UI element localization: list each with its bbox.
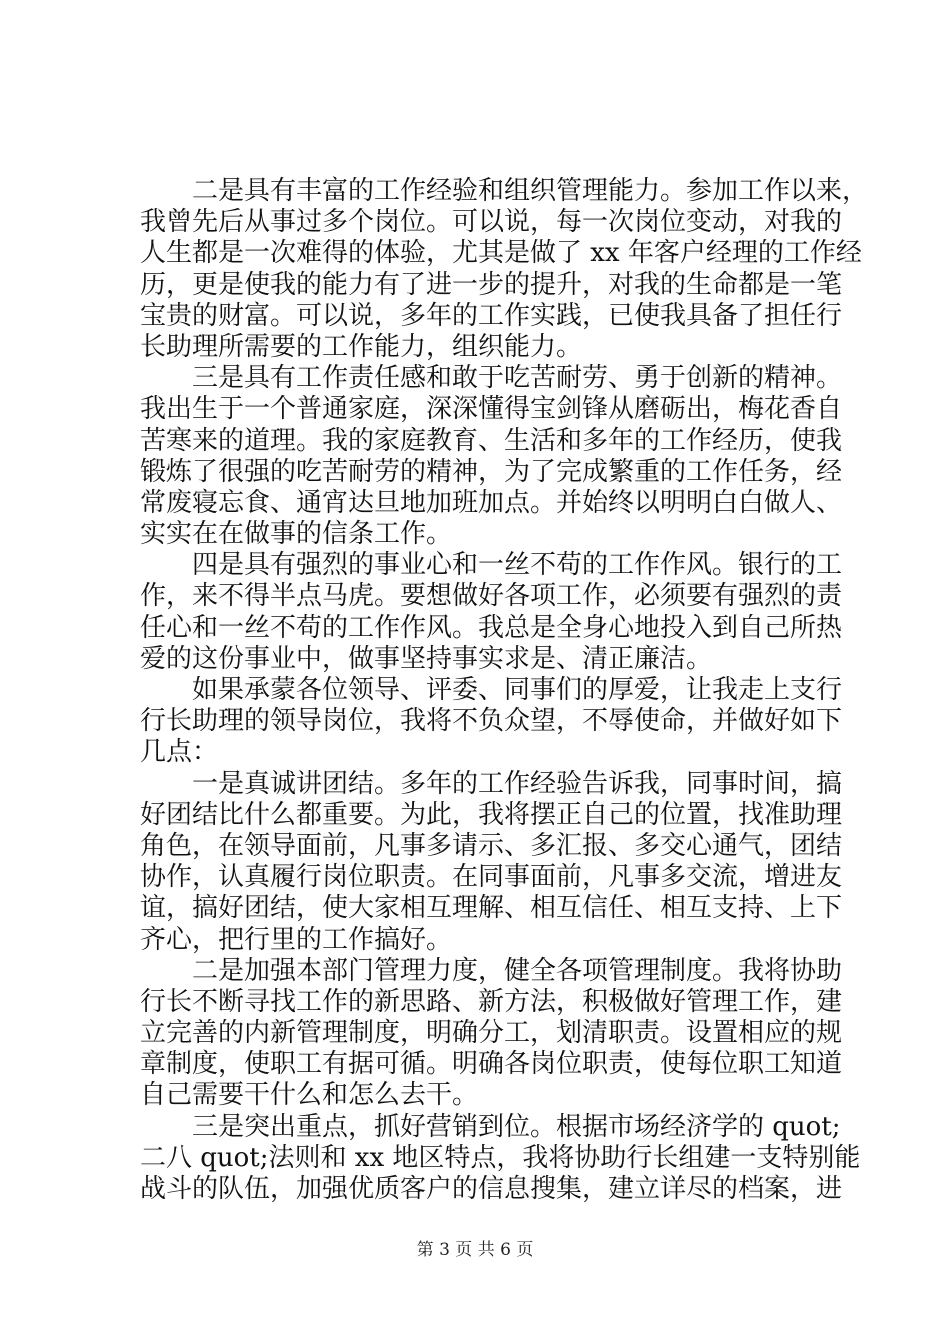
- text-line: 角色，在领导面前，凡事多请示、多汇报、多交心通气，团结: [140, 830, 843, 861]
- text-line: 战斗的队伍，加强优质客户的信息搜集，建立详尽的档案，进: [140, 1174, 843, 1204]
- text-line: 行长助理的领导岗位，我将不负众望，不辱使命，并做好如下: [140, 706, 843, 737]
- text-line: 人生都是一次难得的体验，尤其是做了 xx 年客户经理的工作经: [140, 238, 862, 269]
- text-line: 历，更是使我的能力有了进一步的提升，对我的生命都是一笔: [140, 269, 843, 300]
- text-line: 二是具有丰富的工作经验和组织管理能力。参加工作以来，: [192, 176, 869, 206]
- text-line: 长助理所需要的工作能力，组织能力。: [140, 331, 583, 362]
- text-line: 三是突出重点，抓好营销到位。根据市场经济学的 quot;: [192, 1111, 841, 1142]
- text-line: 二是加强本部门管理力度，健全各项管理制度。我将协助: [192, 955, 843, 986]
- text-line: 行长不断寻找工作的新思路、新方法，积极做好管理工作，建: [140, 986, 843, 1017]
- text-line: 四是具有强烈的事业心和一丝不苟的工作作风。银行的工: [192, 550, 843, 581]
- document-body: [140, 176, 869, 1205]
- text-line: 几点：: [140, 737, 219, 768]
- text-line: 二八 quot;法则和 xx 地区特点，我将协助行长组建一支特别能: [140, 1142, 861, 1173]
- text-line: 宝贵的财富。可以说，多年的工作实践，已使我具备了担任行: [140, 300, 843, 331]
- text-line: 任心和一丝不苟的工作作风。我总是全身心地投入到自己所热: [140, 612, 843, 643]
- text-line: 常废寝忘食、通宵达旦地加班加点。并始终以明明白白做人、: [140, 487, 843, 518]
- page-number-footer: 第 3 页 共 6 页: [416, 1240, 534, 1260]
- text-line: 章制度，使职工有据可循。明确各岗位职责，使每位职工知道: [140, 1049, 843, 1080]
- text-line: 锻炼了很强的吃苦耐劳的精神，为了完成繁重的工作任务，经: [140, 456, 843, 487]
- text-line: 爱的这份事业中，做事坚持事实求是、清正廉洁。: [140, 643, 713, 674]
- text-line: 实实在在做事的信条工作。: [140, 519, 453, 550]
- text-line: 三是具有工作责任感和敢于吃苦耐劳、勇于创新的精神。: [192, 363, 843, 394]
- text-line: 协作，认真履行岗位职责。在同事面前，凡事多交流，增进友: [140, 862, 843, 893]
- text-line: 苦寒来的道理。我的家庭教育、生活和多年的工作经历，使我: [140, 425, 843, 456]
- text-line: 作，来不得半点马虎。要想做好各项工作，必须要有强烈的责: [140, 581, 843, 612]
- text-line: 我曾先后从事过多个岗位。可以说，每一次岗位变动，对我的: [140, 207, 843, 238]
- text-line: 我出生于一个普通家庭，深深懂得宝剑锋从磨砺出，梅花香自: [140, 394, 843, 425]
- text-line: 自己需要干什么和怎么去干。: [140, 1080, 479, 1111]
- text-line: 好团结比什么都重要。为此，我将摆正自己的位置，找准助理: [140, 799, 843, 830]
- text-line: 谊，搞好团结，使大家相互理解、相互信任、相互支持、上下: [140, 893, 843, 924]
- text-line: 如果承蒙各位领导、评委、同事们的厚爱，让我走上支行: [192, 675, 843, 705]
- text-line: 齐心，把行里的工作搞好。: [140, 924, 453, 955]
- text-line: 一是真诚讲团结。多年的工作经验告诉我，同事时间，搞: [192, 768, 843, 799]
- text-line: 立完善的内新管理制度，明确分工，划清职责。设置相应的规: [140, 1018, 843, 1049]
